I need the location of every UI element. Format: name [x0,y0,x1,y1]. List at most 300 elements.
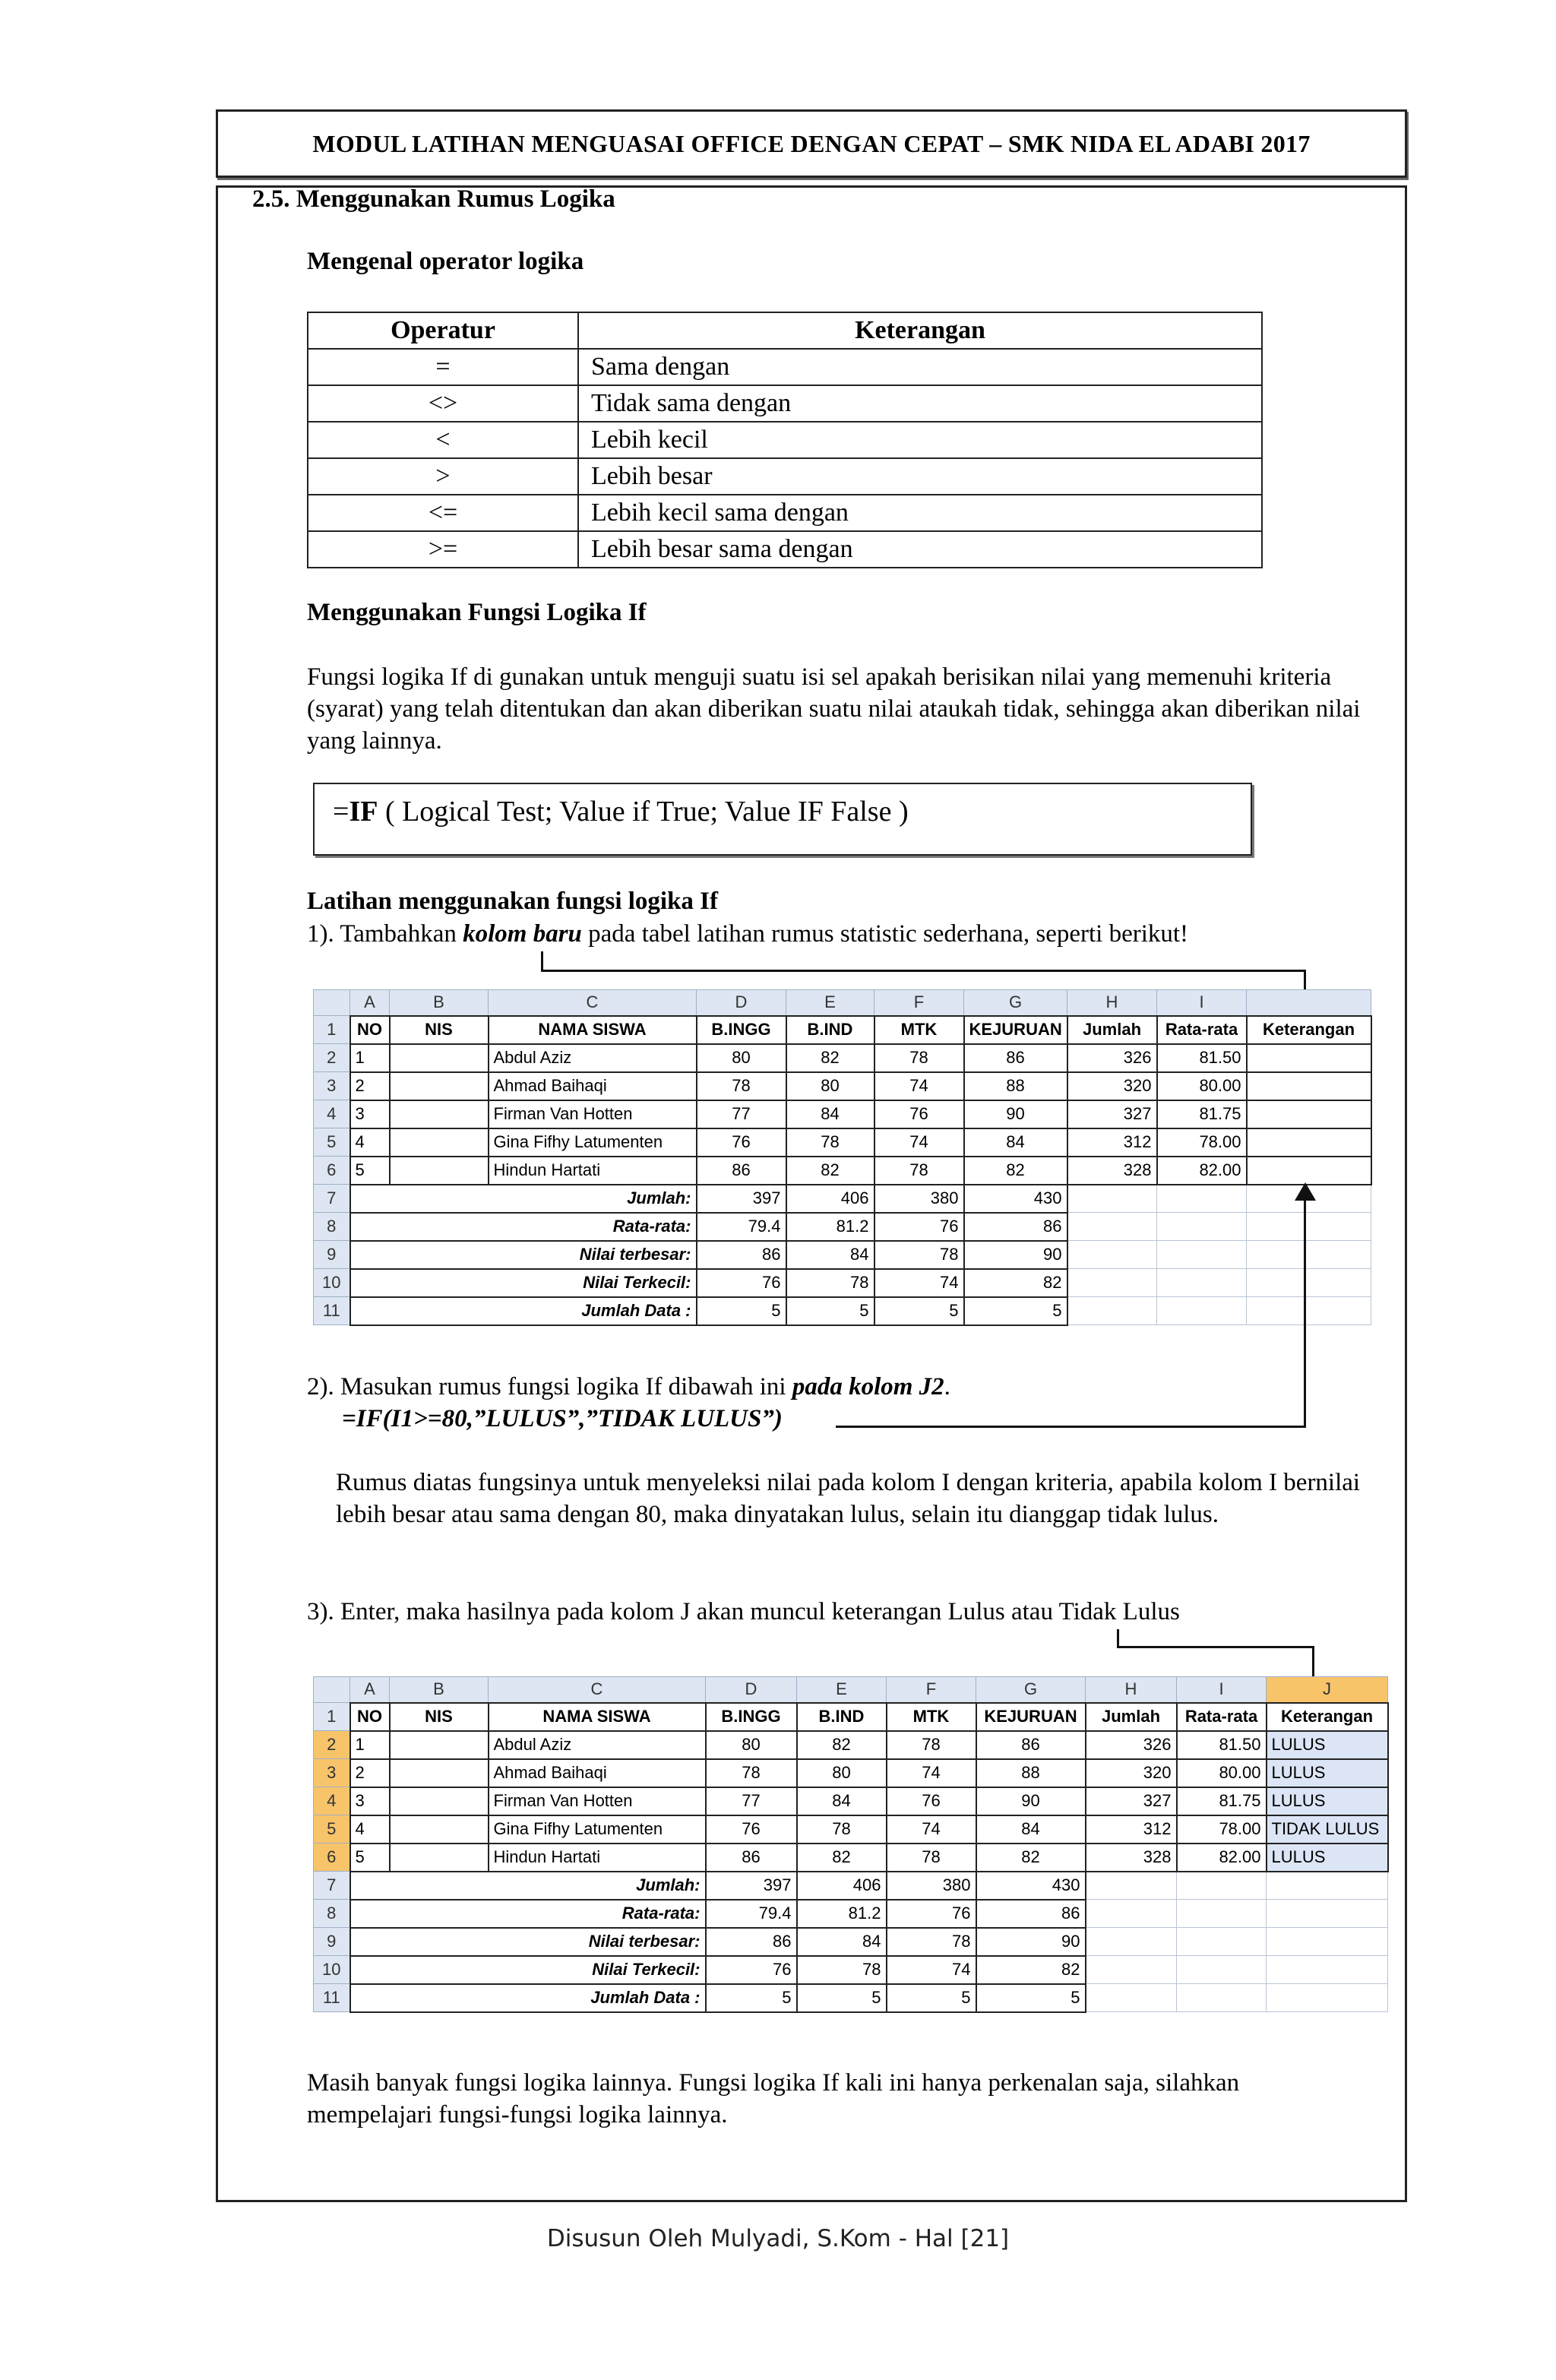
cell-rata[interactable]: 81.75 [1157,1100,1247,1128]
stat-mtk[interactable]: 76 [874,1213,964,1241]
cell-no[interactable]: 4 [350,1128,390,1157]
cell-mtk[interactable]: 78 [887,1731,976,1759]
stat-bingg[interactable]: 397 [706,1872,797,1900]
header-cell[interactable]: NIS [390,1016,489,1044]
empty-cell[interactable] [1157,1269,1247,1297]
operator-desc: Lebih besar [578,458,1262,495]
empty-cell[interactable] [1157,1297,1247,1325]
stat-bind[interactable]: 81.2 [797,1900,887,1928]
latihan-heading: Latihan menggunakan fungsi logika If [307,888,719,915]
cell-no[interactable]: 3 [350,1787,390,1815]
stat-bingg[interactable]: 76 [706,1956,797,1984]
col-header-e[interactable]: E [797,1677,887,1703]
cell-keterangan[interactable]: LULUS [1267,1787,1388,1815]
col-header-c[interactable]: C [489,1677,706,1703]
cell-bingg[interactable]: 78 [697,1072,786,1100]
cell-rata[interactable]: 80.00 [1157,1072,1247,1100]
row-header[interactable]: 2 [314,1044,350,1072]
stat-label[interactable]: Nilai Terkecil: [350,1956,706,1984]
cell-bind[interactable]: 82 [786,1157,874,1185]
row-header[interactable]: 6 [314,1157,350,1185]
cell-kejuruan[interactable]: 84 [964,1128,1067,1157]
row-header[interactable]: 8 [314,1900,350,1928]
cell-no[interactable]: 2 [350,1759,390,1787]
cell-bingg[interactable]: 76 [706,1815,797,1844]
header-cell[interactable]: Keterangan [1267,1703,1388,1731]
col-header-f[interactable]: F [887,1677,976,1703]
cell-nis[interactable] [390,1072,489,1100]
row-header[interactable]: 5 [314,1128,350,1157]
cell-keterangan[interactable] [1247,1044,1371,1072]
stat-mtk[interactable]: 78 [874,1241,964,1269]
cell-bingg[interactable]: 76 [697,1128,786,1157]
stat-bind[interactable]: 84 [786,1241,874,1269]
empty-cell[interactable] [1067,1241,1157,1269]
col-header-e[interactable]: E [786,990,874,1016]
step1-text [307,918,1188,950]
select-all-corner[interactable] [314,1677,350,1703]
syntax-args: ( Logical Test; Value if True; Value IF False ) [378,796,909,828]
empty-cell[interactable] [1067,1213,1157,1241]
empty-cell[interactable] [1177,1900,1267,1928]
stat-bingg[interactable]: 5 [697,1297,786,1325]
col-header-j-blank[interactable] [1247,990,1371,1016]
stat-mtk[interactable]: 5 [887,1984,976,2012]
stats-row [314,1297,1371,1325]
sheet-header-row [314,1703,1388,1731]
row-header[interactable]: 1 [314,1703,350,1731]
row-header[interactable]: 11 [314,1297,350,1325]
cell-jumlah[interactable]: 326 [1086,1731,1177,1759]
step2-prefix: 2). Masukan rumus fungsi logika If dibawah ini [307,1373,792,1400]
empty-cell[interactable] [1086,1900,1177,1928]
cell-mtk[interactable]: 76 [874,1100,964,1128]
empty-cell[interactable] [1177,1928,1267,1956]
cell-jumlah[interactable]: 328 [1067,1157,1157,1185]
cell-mtk[interactable]: 78 [887,1844,976,1872]
syntax-function: IF [349,796,378,828]
arrow2-head-icon [1295,1182,1316,1201]
step2-text [307,1371,950,1403]
row-header[interactable]: 4 [314,1100,350,1128]
col-header-a[interactable]: A [350,1677,390,1703]
cell-nis[interactable] [390,1044,489,1072]
empty-cell[interactable] [1067,1185,1157,1213]
col-header-h[interactable]: H [1086,1677,1177,1703]
empty-cell[interactable] [1267,1928,1388,1956]
cell-jumlah[interactable]: 327 [1086,1787,1177,1815]
header-cell[interactable]: Jumlah [1067,1016,1157,1044]
cell-bingg[interactable]: 80 [697,1044,786,1072]
cell-nis[interactable] [390,1731,489,1759]
stat-bingg[interactable]: 397 [697,1185,786,1213]
stat-mtk[interactable]: 76 [887,1900,976,1928]
stat-label[interactable]: Jumlah Data : [350,1984,706,2012]
student-row [314,1072,1371,1100]
cell-nis[interactable] [390,1157,489,1185]
cell-nama[interactable]: Hindun Hartati [489,1844,706,1872]
stat-label[interactable]: Jumlah: [350,1872,706,1900]
cell-rata[interactable]: 78.00 [1157,1128,1247,1157]
empty-cell[interactable] [1086,1984,1177,2012]
cell-kejuruan[interactable]: 88 [976,1759,1086,1787]
cell-kejuruan[interactable]: 82 [976,1844,1086,1872]
row-header[interactable]: 3 [314,1072,350,1100]
cell-bind[interactable]: 82 [786,1044,874,1072]
stat-label[interactable]: Rata-rata: [350,1900,706,1928]
empty-cell[interactable] [1247,1297,1371,1325]
header-cell[interactable]: MTK [874,1016,964,1044]
empty-cell[interactable] [1267,1956,1388,1984]
operator-symbol: >= [308,531,578,568]
stats-row [314,1213,1371,1241]
cell-bingg[interactable]: 80 [706,1731,797,1759]
cell-mtk[interactable]: 78 [874,1044,964,1072]
if-paragraph: Fungsi logika If di gunakan untuk menguji suatu isi sel apakah berisikan nilai yang memenuhi kriteria (syarat) yang telah ditentukan dan akan diberikan suatu nilai ataukah tidak, sehingga akan diberikan nilai yang lainnya. [307,663,1361,755]
cell-nama[interactable]: Gina Fifhy Latumenten [489,1128,697,1157]
col-header-b[interactable]: B [390,990,489,1016]
stats-row [314,1984,1388,2012]
stat-mtk[interactable]: 5 [874,1297,964,1325]
cell-no[interactable]: 5 [350,1844,390,1872]
operator-row [308,422,1262,458]
stat-label[interactable]: Jumlah: [350,1185,697,1213]
col-header-c[interactable]: C [489,990,697,1016]
cell-jumlah[interactable]: 328 [1086,1844,1177,1872]
cell-nama[interactable]: Firman Van Hotten [489,1100,697,1128]
stat-bingg[interactable]: 5 [706,1984,797,2012]
operator-desc: Lebih besar sama dengan [578,531,1262,568]
cell-keterangan[interactable] [1247,1072,1371,1100]
stat-kejuruan[interactable]: 86 [976,1900,1086,1928]
column-header-row [314,1677,1388,1703]
empty-cell[interactable] [1247,1213,1371,1241]
operator-desc: Lebih kecil sama dengan [578,495,1262,531]
student-row [314,1759,1388,1787]
empty-cell[interactable] [1177,1872,1267,1900]
cell-keterangan[interactable]: LULUS [1267,1731,1388,1759]
cell-nama[interactable]: Gina Fifhy Latumenten [489,1815,706,1844]
student-row [314,1157,1371,1185]
col-header-a[interactable]: A [350,990,390,1016]
header-cell[interactable]: NAMA SISWA [489,1703,706,1731]
row-header[interactable]: 4 [314,1787,350,1815]
stat-label[interactable]: Jumlah Data : [350,1297,697,1325]
row-header[interactable]: 1 [314,1016,350,1044]
cell-kejuruan[interactable]: 86 [976,1731,1086,1759]
operator-symbol: < [308,422,578,458]
stat-bingg[interactable]: 79.4 [706,1900,797,1928]
empty-cell[interactable] [1267,1900,1388,1928]
cell-kejuruan[interactable]: 90 [964,1100,1067,1128]
stat-label[interactable]: Nilai Terkecil: [350,1269,697,1297]
row-header[interactable]: 11 [314,1984,350,2012]
header-cell[interactable]: NIS [390,1703,489,1731]
stat-label[interactable]: Nilai terbesar: [350,1928,706,1956]
stat-bind[interactable]: 78 [797,1956,887,1984]
stat-kejuruan[interactable]: 82 [976,1956,1086,1984]
cell-jumlah[interactable]: 312 [1067,1128,1157,1157]
stat-kejuruan[interactable]: 90 [964,1241,1067,1269]
cell-rata[interactable]: 82.00 [1177,1844,1267,1872]
step1-suffix: pada tabel latihan rumus statistic sederhana, seperti berikut! [581,920,1189,948]
empty-cell[interactable] [1247,1269,1371,1297]
empty-cell[interactable] [1067,1269,1157,1297]
row-header[interactable]: 2 [314,1731,350,1759]
row-header[interactable]: 10 [314,1269,350,1297]
header-cell[interactable]: Rata-rata [1177,1703,1267,1731]
col-header-f[interactable]: F [874,990,964,1016]
col-header-i[interactable]: I [1177,1677,1267,1703]
cell-bind[interactable]: 82 [797,1844,887,1872]
empty-cell[interactable] [1247,1241,1371,1269]
stat-label[interactable]: Rata-rata: [350,1213,697,1241]
step2-suffix: . [944,1373,950,1400]
stat-kejuruan[interactable]: 5 [976,1984,1086,2012]
header-cell[interactable]: NO [350,1016,390,1044]
stat-bind[interactable]: 5 [786,1297,874,1325]
cell-jumlah[interactable]: 326 [1067,1044,1157,1072]
operator-symbol: > [308,458,578,495]
arrow3-stub [1117,1629,1119,1647]
cell-bingg[interactable]: 86 [697,1157,786,1185]
cell-no[interactable]: 5 [350,1157,390,1185]
row-header[interactable]: 8 [314,1213,350,1241]
stat-kejuruan[interactable]: 90 [976,1928,1086,1956]
cell-nis[interactable] [390,1787,489,1815]
empty-cell[interactable] [1157,1185,1247,1213]
stats-row [314,1241,1371,1269]
col-header-i[interactable]: I [1157,990,1247,1016]
cell-kejuruan[interactable]: 88 [964,1072,1067,1100]
cell-nama[interactable]: Firman Van Hotten [489,1787,706,1815]
step2-paragraph: Rumus diatas fungsinya untuk menyeleksi nilai pada kolom I dengan kriteria, apabila kolom I bernilai lebih besar atau sama dengan 80, maka dinyatakan lulus, selain itu dianggap tidak lulus. [336,1469,1361,1528]
operator-symbol: = [308,349,578,385]
stat-bind[interactable]: 78 [786,1269,874,1297]
col-header-b[interactable]: B [390,1677,489,1703]
excel-sheet-2 [313,1676,1389,2013]
cell-nis[interactable] [390,1100,489,1128]
sheet-header-row [314,1016,1371,1044]
select-all-corner[interactable] [314,990,350,1016]
if-syntax-box [313,783,1252,856]
cell-no[interactable]: 4 [350,1815,390,1844]
cell-no[interactable]: 3 [350,1100,390,1128]
header-cell[interactable]: Rata-rata [1157,1016,1247,1044]
step3-text: 3). Enter, maka hasilnya pada kolom J akan muncul keterangan Lulus atau Tidak Lulus [307,1598,1180,1625]
stats-row [314,1872,1388,1900]
operators-heading: Mengenal operator logika [307,248,584,275]
empty-cell[interactable] [1157,1241,1247,1269]
cell-rata[interactable]: 81.50 [1157,1044,1247,1072]
stat-bingg[interactable]: 86 [697,1241,786,1269]
cell-bingg[interactable]: 77 [697,1100,786,1128]
stat-bind[interactable]: 406 [786,1185,874,1213]
cell-keterangan[interactable]: LULUS [1267,1759,1388,1787]
row-header[interactable]: 6 [314,1844,350,1872]
syntax-prefix: = [333,796,349,828]
row-header[interactable]: 7 [314,1185,350,1213]
cell-kejuruan[interactable]: 82 [964,1157,1067,1185]
cell-no[interactable]: 2 [350,1072,390,1100]
cell-nama[interactable]: Ahmad Baihaqi [489,1072,697,1100]
cell-bind[interactable]: 84 [786,1100,874,1128]
stat-kejuruan[interactable]: 5 [964,1297,1067,1325]
header-cell[interactable]: KEJURUAN [976,1703,1086,1731]
cell-kejuruan[interactable]: 84 [976,1815,1086,1844]
empty-cell[interactable] [1086,1956,1177,1984]
stat-bind[interactable]: 84 [797,1928,887,1956]
operator-desc: Lebih kecil [578,422,1262,458]
cell-keterangan[interactable] [1247,1157,1371,1185]
stat-mtk[interactable]: 78 [887,1928,976,1956]
stat-mtk[interactable]: 74 [887,1956,976,1984]
cell-jumlah[interactable]: 320 [1067,1072,1157,1100]
stat-bind[interactable]: 406 [797,1872,887,1900]
operators-table [307,312,1263,568]
row-header[interactable]: 9 [314,1241,350,1269]
operator-row [308,495,1262,531]
stat-kejuruan[interactable]: 82 [964,1269,1067,1297]
cell-bind[interactable]: 78 [786,1128,874,1157]
stat-bingg[interactable]: 86 [706,1928,797,1956]
col-header-j[interactable]: J [1267,1677,1388,1703]
cell-mtk[interactable]: 74 [887,1815,976,1844]
row-header[interactable]: 9 [314,1928,350,1956]
cell-mtk[interactable]: 78 [874,1157,964,1185]
cell-keterangan[interactable]: LULUS [1267,1844,1388,1872]
stat-kejuruan[interactable]: 430 [964,1185,1067,1213]
cell-bind[interactable]: 80 [786,1072,874,1100]
cell-bingg[interactable]: 77 [706,1787,797,1815]
student-row [314,1844,1388,1872]
stat-mtk[interactable]: 380 [874,1185,964,1213]
stat-bind[interactable]: 81.2 [786,1213,874,1241]
step2-emphasis: pada kolom J2 [792,1373,944,1400]
cell-no[interactable]: 1 [350,1731,390,1759]
cell-keterangan[interactable] [1247,1100,1371,1128]
arrow1-stub [541,951,543,971]
operator-desc: Sama dengan [578,349,1262,385]
empty-cell[interactable] [1267,1984,1388,2012]
cell-rata[interactable]: 81.75 [1177,1787,1267,1815]
header-cell[interactable]: B.IND [786,1016,874,1044]
cell-nama[interactable]: Hindun Hartati [489,1157,697,1185]
cell-rata[interactable]: 78.00 [1177,1815,1267,1844]
cell-mtk[interactable]: 74 [887,1759,976,1787]
cell-keterangan[interactable] [1247,1128,1371,1157]
row-header[interactable]: 3 [314,1759,350,1787]
cell-rata[interactable]: 80.00 [1177,1759,1267,1787]
cell-kejuruan[interactable]: 90 [976,1787,1086,1815]
cell-nis[interactable] [390,1759,489,1787]
cell-nis[interactable] [390,1815,489,1844]
header-cell[interactable]: B.IND [797,1703,887,1731]
stat-label[interactable]: Nilai terbesar: [350,1241,697,1269]
stat-bind[interactable]: 5 [797,1984,887,2012]
row-header[interactable]: 10 [314,1956,350,1984]
cell-mtk[interactable]: 74 [874,1072,964,1100]
student-row [314,1044,1371,1072]
header-cell[interactable]: NAMA SISWA [489,1016,697,1044]
header-cell[interactable]: Keterangan [1247,1016,1371,1044]
cell-bind[interactable]: 84 [797,1787,887,1815]
cell-bind[interactable]: 78 [797,1815,887,1844]
header-cell[interactable]: B.INGG [706,1703,797,1731]
step2-formula-text: =IF(I1>=80,”LULUS”,”TIDAK LULUS”) [342,1405,783,1432]
cell-jumlah[interactable]: 312 [1086,1815,1177,1844]
cell-nis[interactable] [390,1128,489,1157]
empty-cell[interactable] [1177,1956,1267,1984]
cell-no[interactable]: 1 [350,1044,390,1072]
header-cell[interactable]: NO [350,1703,390,1731]
stat-kejuruan[interactable]: 86 [964,1213,1067,1241]
student-row [314,1100,1371,1128]
cell-nama[interactable]: Abdul Aziz [489,1731,706,1759]
cell-kejuruan[interactable]: 86 [964,1044,1067,1072]
cell-rata[interactable]: 82.00 [1157,1157,1247,1185]
arrow2-horizontal [836,1426,1305,1428]
stat-bingg[interactable]: 76 [697,1269,786,1297]
col-header-g[interactable]: G [976,1677,1086,1703]
cell-bingg[interactable]: 86 [706,1844,797,1872]
empty-cell[interactable] [1086,1928,1177,1956]
stat-mtk[interactable]: 380 [887,1872,976,1900]
header-cell[interactable]: MTK [887,1703,976,1731]
cell-keterangan[interactable]: TIDAK LULUS [1267,1815,1388,1844]
col-header-h[interactable]: H [1067,990,1157,1016]
excel-sheet-1 [313,989,1372,1326]
cell-jumlah[interactable]: 320 [1086,1759,1177,1787]
page-footer: Disusun Oleh Mulyadi, S.Kom - Hal [21] [546,2225,1010,2252]
empty-cell[interactable] [1086,1872,1177,1900]
cell-nama[interactable]: Abdul Aziz [489,1044,697,1072]
closing-paragraph: Masih banyak fungsi logika lainnya. Fungsi logika If kali ini hanya perkenalan saja, silahkan mempelajari fungsi-fungsi logika lainnya. [307,2069,1240,2128]
cell-bingg[interactable]: 78 [706,1759,797,1787]
cell-jumlah[interactable]: 327 [1067,1100,1157,1128]
operator-row [308,385,1262,422]
cell-bind[interactable]: 80 [797,1759,887,1787]
step2-formula [342,1403,783,1435]
cell-mtk[interactable]: 76 [887,1787,976,1815]
cell-mtk[interactable]: 74 [874,1128,964,1157]
student-row [314,1815,1388,1844]
stat-bingg[interactable]: 79.4 [697,1213,786,1241]
stat-mtk[interactable]: 74 [874,1269,964,1297]
cell-bind[interactable]: 82 [797,1731,887,1759]
header-cell[interactable]: Jumlah [1086,1703,1177,1731]
empty-cell[interactable] [1267,1872,1388,1900]
col-header-g[interactable]: G [964,990,1067,1016]
operator-symbol: <= [308,495,578,531]
cell-nis[interactable] [390,1844,489,1872]
header-cell[interactable]: KEJURUAN [964,1016,1067,1044]
empty-cell[interactable] [1067,1297,1157,1325]
col-header-d[interactable]: D [697,990,786,1016]
operator-symbol: <> [308,385,578,422]
stat-kejuruan[interactable]: 430 [976,1872,1086,1900]
cell-nama[interactable]: Ahmad Baihaqi [489,1759,706,1787]
row-header[interactable]: 5 [314,1815,350,1844]
header-cell[interactable]: B.INGG [697,1016,786,1044]
row-header[interactable]: 7 [314,1872,350,1900]
arrow2-vertical [1304,1195,1306,1428]
cell-rata[interactable]: 81.50 [1177,1731,1267,1759]
col-header-d[interactable]: D [706,1677,797,1703]
empty-cell[interactable] [1177,1984,1267,2012]
empty-cell[interactable] [1157,1213,1247,1241]
operators-col-operator: Operatur [308,312,578,349]
